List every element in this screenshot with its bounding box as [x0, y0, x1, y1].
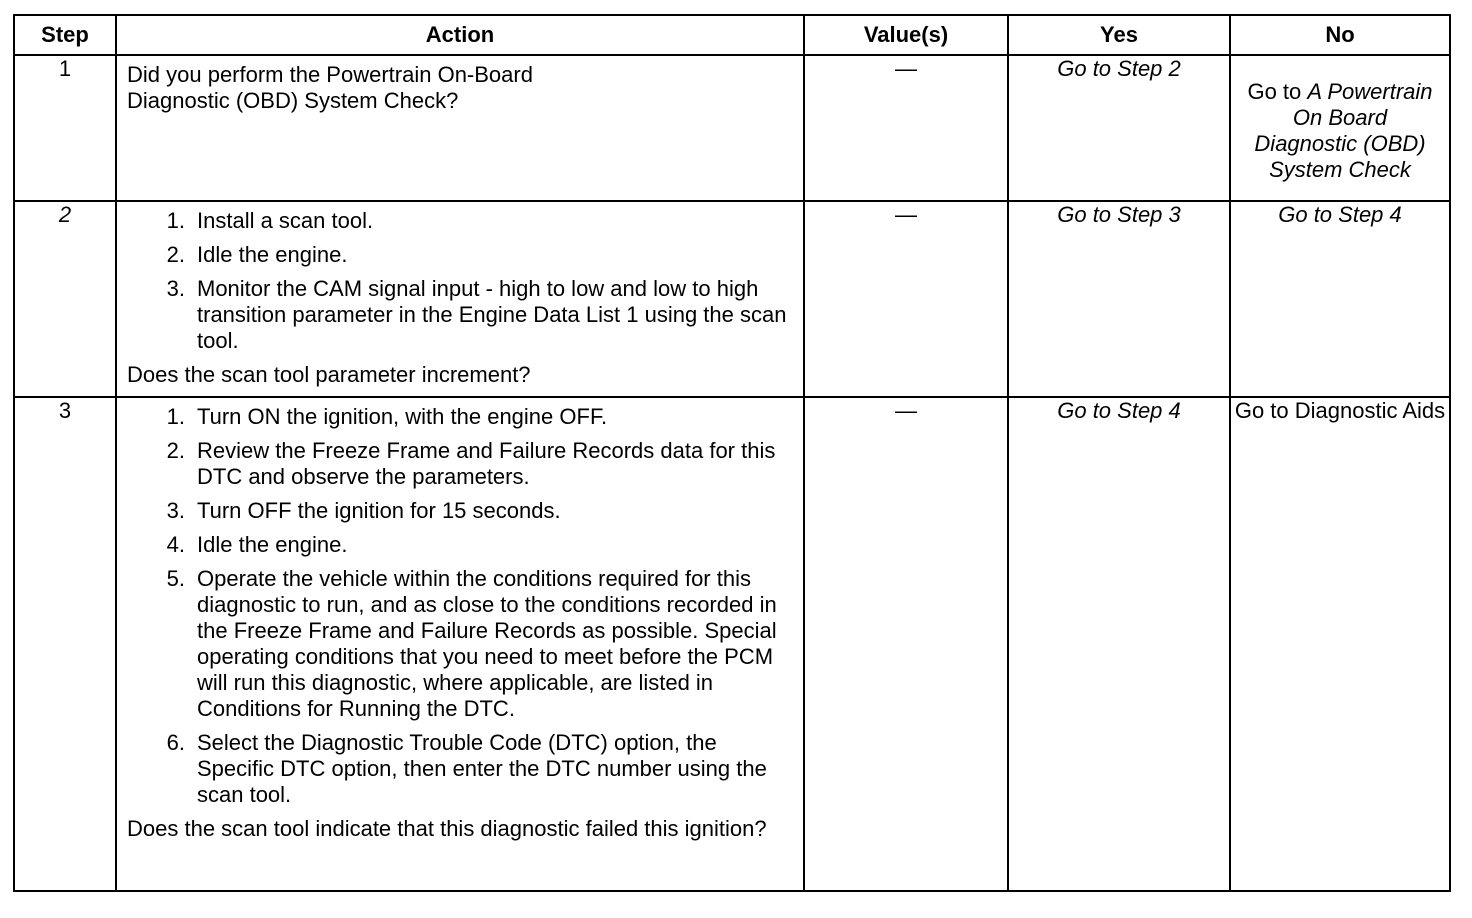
yes-cell[interactable]: Go to Step 4 [1008, 397, 1230, 891]
table-row [14, 55, 1450, 201]
list-item: 3. Monitor the CAM signal input - high to low and low to high transition parameter in the Engine Data List 1 using the scan tool. [166, 276, 787, 353]
header-values: Value(s) [804, 15, 1008, 55]
no-prefix: Go to [1247, 79, 1302, 104]
list-item: 6. Select the Diagnostic Trouble Code (DTC) option, the Specific DTC option, then enter the DTC number using the scan tool. [166, 730, 767, 807]
list-item: 5. Operate the vehicle within the conditions required for this diagnostic to run, and as close to the conditions recorded in the Freeze Frame and Failure Records as possible. Special operating conditions that you need to meet before the PCM will run this diagnostic, where applicable, are listed in Conditions for Running the DTC. [166, 566, 777, 721]
diagnostic-table [13, 14, 1451, 892]
value-cell: — [804, 55, 1008, 201]
action-cell [116, 55, 804, 201]
list-item: 1. Turn ON the ignition, with the engine OFF. [166, 404, 608, 429]
no-cell[interactable]: Go to Step 4 [1230, 201, 1450, 397]
value-cell: — [804, 397, 1008, 891]
list-item: 1. Install a scan tool. [166, 208, 374, 233]
action-question: Does the scan tool parameter increment? [127, 362, 531, 387]
no-link[interactable]: A Powertrain On Board Diagnostic (OBD) System Check [1254, 79, 1433, 182]
action-cell [116, 201, 804, 397]
yes-cell[interactable]: Go to Step 3 [1008, 201, 1230, 397]
action-steps-list [127, 208, 793, 354]
action-steps-list [127, 404, 793, 808]
step-number: 1 [14, 55, 116, 201]
step-number-text: 2 [58, 202, 72, 227]
no-cell[interactable] [1230, 55, 1450, 201]
value-cell: — [804, 201, 1008, 397]
yes-cell[interactable]: Go to Step 2 [1008, 55, 1230, 201]
action-question: Did you perform the Powertrain On-Board Diagnostic (OBD) System Check? [127, 62, 533, 113]
header-action: Action [116, 15, 804, 55]
list-item: 2. Review the Freeze Frame and Failure Records data for this DTC and observe the parameters. [166, 438, 776, 489]
list-item: 3. Turn OFF the ignition for 15 seconds. [166, 498, 561, 523]
header-no: No [1230, 15, 1450, 55]
header-step: Step [14, 15, 116, 55]
header-yes: Yes [1008, 15, 1230, 55]
no-cell[interactable]: Go to Diagnostic Aids [1230, 397, 1450, 891]
header-row [14, 15, 1450, 55]
action-question: Does the scan tool indicate that this diagnostic failed this ignition? [127, 816, 767, 841]
step-number [14, 201, 116, 397]
table-row [14, 201, 1450, 397]
table-row [14, 397, 1450, 891]
action-cell [116, 397, 804, 891]
list-item: 4. Idle the engine. [166, 532, 348, 557]
list-item: 2. Idle the engine. [166, 242, 348, 267]
step-number: 3 [14, 397, 116, 891]
